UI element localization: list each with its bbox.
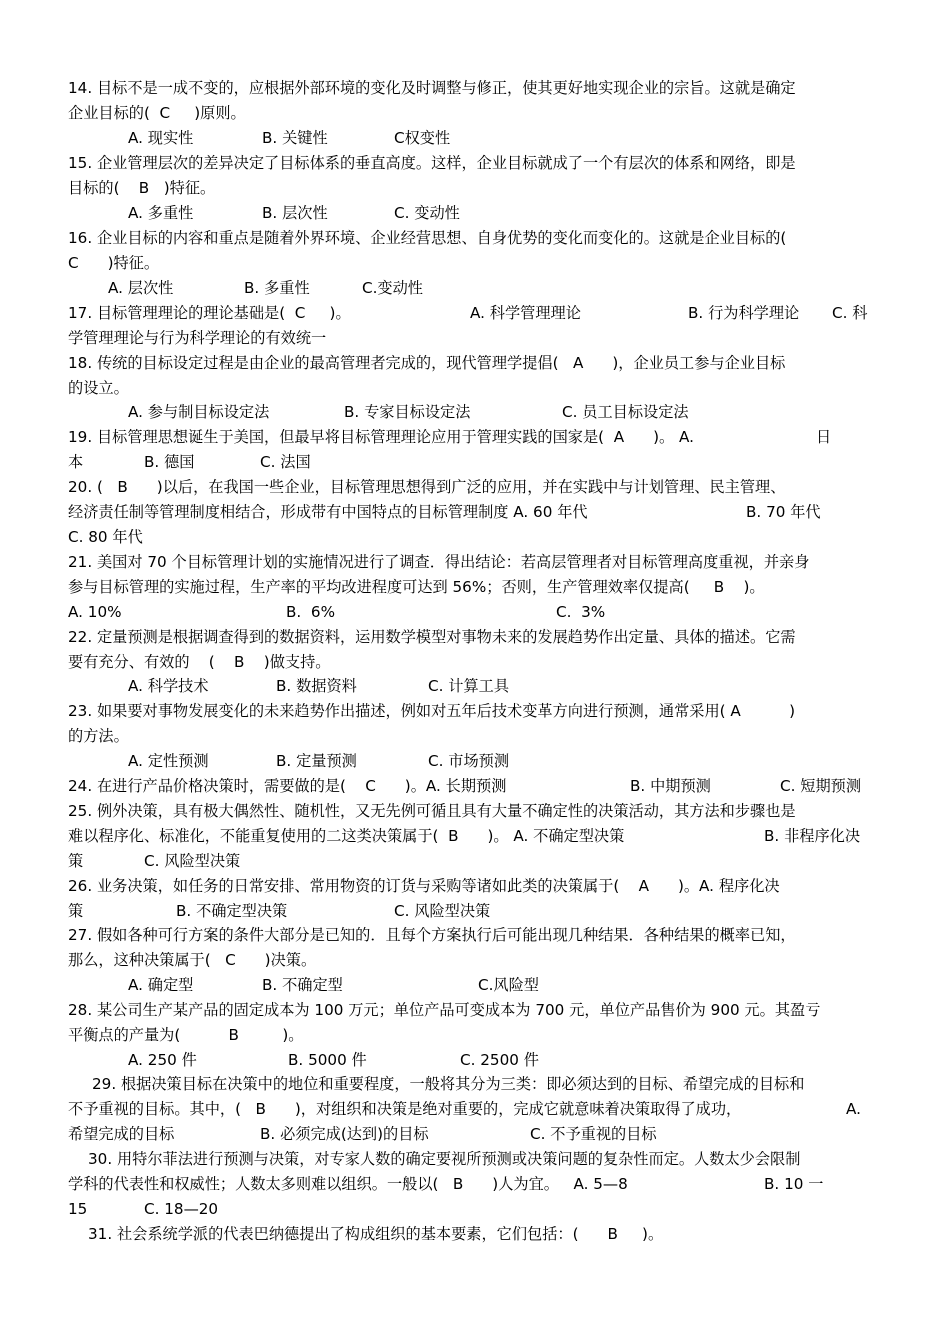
line-text: C. 不予重视的目标 bbox=[530, 1125, 657, 1143]
question-line bbox=[0, 774, 950, 799]
line-text: A. 参与制目标设定法 bbox=[128, 403, 270, 421]
line-text: C. 员工目标设定法 bbox=[562, 403, 689, 421]
line-text: 策 bbox=[68, 852, 84, 870]
line-text: C. 计算工具 bbox=[428, 677, 510, 695]
question-line bbox=[0, 674, 950, 699]
line-text: B. 5000 件 bbox=[288, 1051, 367, 1069]
question-line bbox=[0, 1147, 950, 1172]
question-line bbox=[0, 849, 950, 874]
line-text: B. 多重性 bbox=[244, 279, 310, 297]
line-text: A. 科学技术 bbox=[128, 677, 209, 695]
question-line bbox=[0, 973, 950, 998]
line-text: C权变性 bbox=[394, 129, 451, 147]
line-text: 22. 定量预测是根据调查得到的数据资料，运用数学模型对事物未来的发展趋势作出定量、具体的描述。它需 bbox=[68, 628, 796, 646]
question-line bbox=[0, 1023, 950, 1048]
question-line bbox=[0, 226, 950, 251]
line-text: 15 bbox=[68, 1200, 88, 1218]
line-text: 23. 如果要对事物发展变化的未来趋势作出描述，例如对五年后技术变革方向进行预测，通常采用( A ) bbox=[68, 702, 796, 720]
line-text: 不予重视的目标。其中，( B )，对组织和决策是绝对重要的，完成它就意味着决策取得了成功， bbox=[68, 1100, 742, 1118]
line-text: B. 中期预测 bbox=[630, 777, 711, 795]
line-text: C. 市场预测 bbox=[428, 752, 510, 770]
line-text: A. 现实性 bbox=[128, 129, 194, 147]
question-line bbox=[0, 575, 950, 600]
question-line bbox=[0, 301, 950, 326]
line-text: B. 非程序化决 bbox=[764, 827, 861, 845]
question-line bbox=[0, 899, 950, 924]
line-text: 26. 业务决策，如任务的日常安排、常用物资的订货与采购等诸如此类的决策属于( A )。A. 程序化决 bbox=[68, 877, 780, 895]
line-text: 16. 企业目标的内容和重点是随着外界环境、企业经营思想、自身优势的变化而变化的。这就是企业目标的( bbox=[68, 229, 787, 247]
line-text: 20. ( B )以后，在我国一些企业，目标管理思想得到广泛的应用，并在实践中与计划管理、民主管理、 bbox=[68, 478, 786, 496]
question-line bbox=[0, 550, 950, 575]
question-line bbox=[0, 400, 950, 425]
line-text: B. 必须完成(达到)的目标 bbox=[260, 1125, 429, 1143]
line-text: 25. 例外决策，具有极大偶然性、随机性，又无先例可循且具有大量不确定性的决策活动，其方法和步骤也是 bbox=[68, 802, 796, 820]
question-line bbox=[0, 151, 950, 176]
question-line bbox=[0, 101, 950, 126]
question-line bbox=[0, 276, 950, 301]
line-text: 19. 目标管理思想诞生于美国，但最早将目标管理理论应用于管理实践的国家是( A )。 A. bbox=[68, 428, 694, 446]
question-line bbox=[0, 874, 950, 899]
question-line bbox=[0, 998, 950, 1023]
line-text: 28. 某公司生产某产品的固定成本为 100 万元；单位产品可变成本为 700 元，单位产品售价为 900 元。其盈亏 bbox=[68, 1001, 821, 1019]
question-line bbox=[0, 475, 950, 500]
line-text: A. 科学管理理论 bbox=[470, 304, 581, 322]
line-text: 学科的代表性和权威性；人数太多则难以组织。一般以( B )人为宜。 A. 5—8 bbox=[68, 1175, 628, 1193]
line-text: A. 多重性 bbox=[128, 204, 194, 222]
line-text: B. 关键性 bbox=[262, 129, 328, 147]
line-text: 31. 社会系统学派的代表巴纳德提出了构成组织的基本要素，它们包括：( B )。 bbox=[88, 1225, 664, 1243]
question-line bbox=[0, 176, 950, 201]
line-text: C. 18—20 bbox=[144, 1200, 219, 1218]
line-text: 21. 美国对 70 个目标管理计划的实施情况进行了调查．得出结论：若高层管理者对目标管理高度重视，并亲身 bbox=[68, 553, 810, 571]
line-text: 企业目标的( C )原则。 bbox=[68, 104, 246, 122]
question-line bbox=[0, 1172, 950, 1197]
line-text: C. 法国 bbox=[260, 453, 311, 471]
line-text: C. 短期预测 bbox=[780, 777, 862, 795]
line-text: A. bbox=[846, 1100, 861, 1118]
question-line bbox=[0, 1048, 950, 1073]
line-text: A. 10% bbox=[68, 603, 122, 621]
line-text: B. 德国 bbox=[144, 453, 195, 471]
line-text: C. 风险型决策 bbox=[144, 852, 241, 870]
line-text: A. 定性预测 bbox=[128, 752, 209, 770]
question-line bbox=[0, 326, 950, 351]
question-line bbox=[0, 251, 950, 276]
line-text: 希望完成的目标 bbox=[68, 1125, 175, 1143]
question-line bbox=[0, 824, 950, 849]
line-text: 目标的( B )特征。 bbox=[68, 179, 216, 197]
line-text: B. 行为科学理论 bbox=[688, 304, 800, 322]
line-text: C. 2500 件 bbox=[460, 1051, 539, 1069]
question-line bbox=[0, 425, 950, 450]
line-text: C. 风险型决策 bbox=[394, 902, 491, 920]
line-text: C.风险型 bbox=[478, 976, 539, 994]
line-text: 学管理理论与行为科学理论的有效统一 bbox=[68, 329, 327, 347]
question-line bbox=[0, 1222, 950, 1247]
line-text: 30. 用特尔菲法进行预测与决策，对专家人数的确定要视所预测或决策问题的复杂性而定。人数太少会限制 bbox=[88, 1150, 801, 1168]
line-text: 本 bbox=[68, 453, 84, 471]
question-line bbox=[0, 923, 950, 948]
line-text: A. 层次性 bbox=[108, 279, 174, 297]
question-line bbox=[0, 376, 950, 401]
question-line bbox=[0, 351, 950, 376]
line-text: 经济责任制等管理制度相结合，形成带有中国特点的目标管理制度 A. 60 年代 bbox=[68, 503, 588, 521]
question-line bbox=[0, 724, 950, 749]
line-text: 17. 目标管理理论的理论基础是( C )。 bbox=[68, 304, 351, 322]
question-line bbox=[0, 201, 950, 226]
line-text: 平衡点的产量为( B )。 bbox=[68, 1026, 304, 1044]
line-text: 的方法。 bbox=[68, 727, 129, 745]
line-text: 24. 在进行产品价格决策时，需要做的是( C )。A. 长期预测 bbox=[68, 777, 507, 795]
line-text: B. 10 一 bbox=[764, 1175, 824, 1193]
line-text: 那么，这种决策属于( C )决策。 bbox=[68, 951, 317, 969]
question-line bbox=[0, 625, 950, 650]
line-text: B. 专家目标设定法 bbox=[344, 403, 471, 421]
question-line bbox=[0, 450, 950, 475]
line-text: C. 变动性 bbox=[394, 204, 460, 222]
line-text: C.变动性 bbox=[362, 279, 423, 297]
question-line bbox=[0, 126, 950, 151]
question-line bbox=[0, 699, 950, 724]
question-line bbox=[0, 600, 950, 625]
question-line bbox=[0, 525, 950, 550]
question-line bbox=[0, 1097, 950, 1122]
line-text: B. 定量预测 bbox=[276, 752, 357, 770]
line-text: B. 6% bbox=[286, 603, 335, 621]
question-line bbox=[0, 799, 950, 824]
line-text: 要有充分、有效的 ( B )做支持。 bbox=[68, 653, 331, 671]
line-text: B. 不确定型 bbox=[262, 976, 343, 994]
line-text: B. 数据资料 bbox=[276, 677, 357, 695]
question-line bbox=[0, 76, 950, 101]
line-text: B. 不确定型决策 bbox=[176, 902, 288, 920]
line-text: C. 科 bbox=[832, 304, 868, 322]
line-text: C. 3% bbox=[556, 603, 606, 621]
question-line bbox=[0, 749, 950, 774]
line-text: B. 层次性 bbox=[262, 204, 328, 222]
question-line bbox=[0, 1197, 950, 1222]
line-text: 的设立。 bbox=[68, 379, 129, 397]
line-text: 29. 根据决策目标在决策中的地位和重要程度，一般将其分为三类：即必须达到的目标、希望完成的目标和 bbox=[92, 1075, 805, 1093]
line-text: A. 确定型 bbox=[128, 976, 194, 994]
line-text: 15. 企业管理层次的差异决定了目标体系的垂直高度。这样，企业目标就成了一个有层次的体系和网络，即是 bbox=[68, 154, 796, 172]
line-text: 日 bbox=[816, 428, 832, 446]
line-text: 参与目标管理的实施过程，生产率的平均改进程度可达到 56%；否则，生产管理效率仅提高( B )。 bbox=[68, 578, 765, 596]
line-text: 难以程序化、标准化，不能重复使用的二这类决策属于( B )。 A. 不确定型决策 bbox=[68, 827, 625, 845]
line-text: 策 bbox=[68, 902, 84, 920]
line-text: 18. 传统的目标设定过程是由企业的最高管理者完成的，现代管理学提倡( A )，企业员工参与企业目标 bbox=[68, 354, 786, 372]
line-text: C. 80 年代 bbox=[68, 528, 143, 546]
question-line bbox=[0, 1072, 950, 1097]
line-text: B. 70 年代 bbox=[746, 503, 821, 521]
question-line bbox=[0, 1122, 950, 1147]
line-text: 27. 假如各种可行方案的条件大部分是已知的．且每个方案执行后可能出现几种结果．各种结果的概率已知， bbox=[68, 926, 796, 944]
question-line bbox=[0, 650, 950, 675]
line-text: 14. 目标不是一成不变的，应根据外部环境的变化及时调整与修正，使其更好地实现企业的宗旨。这就是确定 bbox=[68, 79, 796, 97]
question-line bbox=[0, 948, 950, 973]
line-text: A. 250 件 bbox=[128, 1051, 197, 1069]
line-text: C )特征。 bbox=[68, 254, 160, 272]
question-line bbox=[0, 500, 950, 525]
